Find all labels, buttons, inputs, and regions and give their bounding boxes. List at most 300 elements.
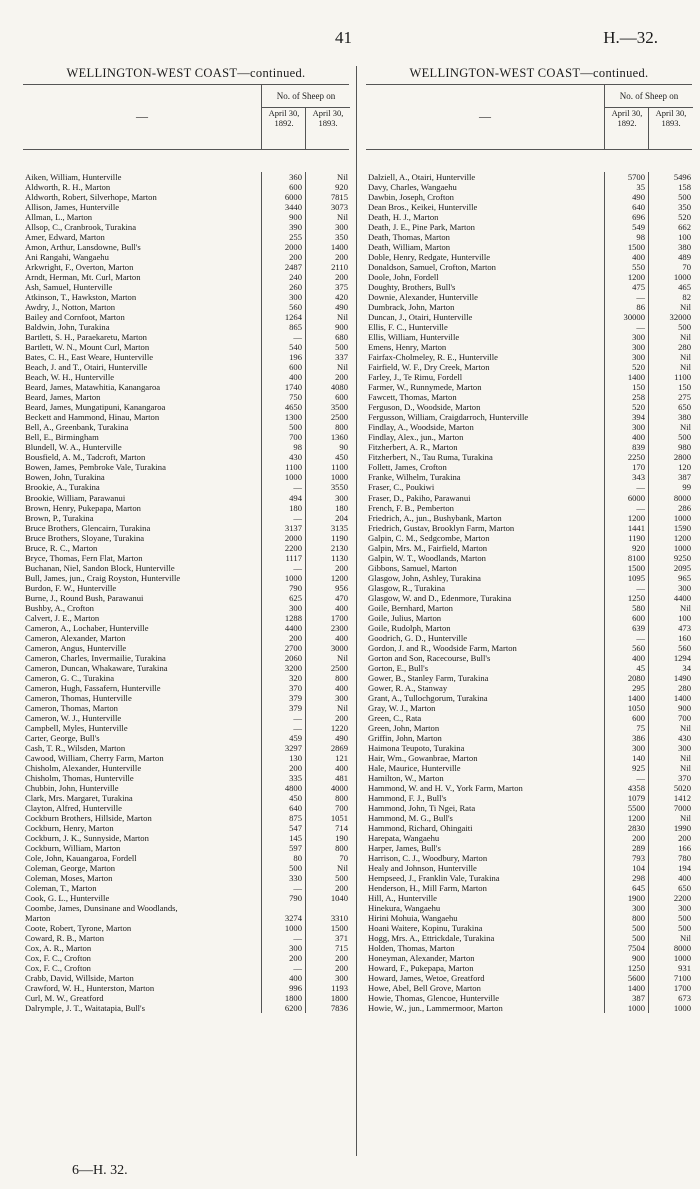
sheep-1893: 965 [648, 573, 693, 583]
owner-name: Bowen, James, Pembroke Vale, Turakina [25, 462, 166, 473]
sheep-1893: 160 [648, 633, 693, 643]
name-header: — [479, 109, 491, 123]
owner-name: Hammond, F. J., Bull's [368, 792, 447, 803]
sheep-1892: 1079 [604, 793, 647, 803]
sheep-1892: 6000 [261, 192, 304, 202]
sheep-1893: 3550 [305, 482, 350, 492]
owner-name: Allison, James, Hunterville [25, 202, 120, 213]
table-row [23, 292, 349, 302]
table-row [23, 593, 349, 603]
table-row [366, 513, 692, 523]
sheep-1893: 300 [648, 583, 693, 593]
table-row [366, 202, 692, 212]
table-row [366, 953, 692, 963]
owner-name: Crawford, W. H., Hunterston, Marton [25, 983, 155, 994]
owner-name: Gorton and Son, Racecourse, Bull's [368, 652, 491, 663]
sheep-1892: 1117 [261, 553, 304, 563]
name-header: — [136, 109, 148, 123]
sheep-1892: 700 [261, 432, 304, 442]
table-row [23, 803, 349, 813]
owner-name: Beard, James, Marton [25, 392, 101, 403]
table-row [23, 583, 349, 593]
sheep-1892: 240 [261, 272, 304, 282]
owner-name: Baldwin, John, Turakina [25, 322, 110, 333]
table-row [366, 633, 692, 643]
table-row [23, 663, 349, 673]
table-row [23, 913, 349, 923]
table-row [23, 953, 349, 963]
table-row [366, 543, 692, 553]
sheep-1893: 350 [648, 202, 693, 212]
sheep-1893: 204 [305, 513, 350, 523]
owner-name: Calvert, J. E., Marton [25, 612, 100, 623]
sheep-1893: 200 [305, 883, 350, 893]
owner-name: Galpin, Mrs. M., Fairfield, Marton [368, 542, 488, 553]
table-row [23, 282, 349, 292]
owner-name: Dawbin, Joseph, Crofton [368, 192, 454, 203]
table-row [23, 362, 349, 372]
owner-name: Fraser, D., Pakiho, Parawanui [368, 492, 471, 503]
sheep-1893: 980 [648, 442, 693, 452]
table-row [366, 533, 692, 543]
sheep-1892: 2060 [261, 653, 304, 663]
sheep-1893: 34 [648, 663, 693, 673]
owner-name: Crabb, David, Willside, Marton [25, 973, 134, 984]
sheep-1892: 5600 [604, 973, 647, 983]
table-row [366, 783, 692, 793]
owner-name: Hoani Waitere, Kopinu, Turakina [368, 923, 483, 934]
owner-name: Coleman, George, Marton [25, 863, 116, 874]
owner-name: Davy, Charles, Wangaehu [368, 182, 457, 193]
table-row [23, 452, 349, 462]
owner-name: Coleman, T., Marton [25, 883, 97, 894]
table-row [366, 943, 692, 953]
sheep-1892: 875 [261, 813, 304, 823]
sheep-1893: 32000 [648, 312, 693, 322]
owner-name: Hammond, W. and H. V., York Farm, Marton [368, 782, 523, 793]
owner-name: Hempseed, J., Franklin Vale, Turakina [368, 873, 500, 884]
table-row [23, 272, 349, 282]
table-row [23, 643, 349, 653]
sheep-1893: 2500 [305, 663, 350, 673]
table-row [366, 282, 692, 292]
sheep-1893: 400 [305, 683, 350, 693]
sheep-1893: 700 [305, 803, 350, 813]
table-row [23, 923, 349, 933]
owner-name: Fairfax-Cholmeley, R. E., Hunterville [368, 352, 498, 363]
owner-name: Duncan, J., Otairi, Hunterville [368, 312, 473, 323]
sheep-1892: 3297 [261, 743, 304, 753]
owner-name: Bartlett, W. N., Mount Curl, Marton [25, 342, 150, 353]
sheep-1892: 150 [604, 382, 647, 392]
table-row [23, 973, 349, 983]
sheep-1893: 1990 [648, 823, 693, 833]
sheep-1893: 300 [648, 903, 693, 913]
sheep-1893: 371 [305, 933, 350, 943]
sheep-1893: 200 [305, 963, 350, 973]
sheep-1893: 370 [648, 773, 693, 783]
owner-name: Donaldson, Samuel, Crofton, Marton [368, 262, 496, 273]
owner-name: Cox, F. C., Crofton [25, 953, 91, 964]
owner-name: Burne, J., Round Bush, Parawanui [25, 592, 144, 603]
table-row [23, 653, 349, 663]
owner-name: Bailey and Cornfoot, Marton [25, 312, 125, 323]
sheep-1892: 600 [604, 713, 647, 723]
sheep-1892: 370 [261, 683, 304, 693]
sheep-1892: 1050 [604, 703, 647, 713]
sheep-1892: 800 [604, 913, 647, 923]
column-title: WELLINGTON-WEST COAST—continued. [409, 66, 649, 80]
owner-name: Hirini Mohuia, Wangaehu [368, 913, 458, 924]
sheep-1892: 170 [604, 462, 647, 472]
table-row [366, 252, 692, 262]
table-row [366, 472, 692, 482]
sheep-1892: 200 [261, 252, 304, 262]
owner-name: Cole, John, Kauangaroa, Fordell [25, 853, 137, 864]
owner-name: Hinekura, Wangaehu [368, 903, 441, 914]
owner-name: Doole, John, Fordell [368, 272, 439, 283]
owner-name: Dalziell, A., Otairi, Hunterville [368, 172, 476, 182]
sheep-1893: 300 [305, 973, 350, 983]
table-row [23, 763, 349, 773]
sheep-1892: 839 [604, 442, 647, 452]
table-row [366, 963, 692, 973]
table-row [366, 402, 692, 412]
sheep-1892: — [261, 482, 304, 492]
table-row [366, 573, 692, 583]
sheep-1892: 750 [261, 392, 304, 402]
table-row [23, 242, 349, 252]
sheep-1892: 2000 [261, 242, 304, 252]
owner-name: Death, J. E., Pine Park, Marton [368, 222, 475, 233]
sheep-1893: 180 [305, 503, 350, 513]
owner-name: Ellis, William, Hunterville [368, 332, 460, 343]
sheep-1892: 1400 [604, 983, 647, 993]
table-row [366, 232, 692, 242]
sheep-1892: 790 [261, 583, 304, 593]
owner-name: Doble, Henry, Redgate, Hunterville [368, 252, 491, 263]
sheep-1893: 121 [305, 753, 350, 763]
sheep-1893: 70 [305, 853, 350, 863]
table-row [23, 533, 349, 543]
table-row [366, 312, 692, 322]
sheep-1893: 380 [648, 412, 693, 422]
owner-name: Hamilton, W., Marton [368, 772, 444, 783]
sheep-1892: 1288 [261, 613, 304, 623]
table-row [23, 472, 349, 482]
sheep-1892: 295 [604, 683, 647, 693]
sheep-1893: Nil [648, 332, 693, 342]
sheep-1893: 70 [648, 262, 693, 272]
sheep-1893: 1000 [648, 953, 693, 963]
sheep-1892: 400 [604, 432, 647, 442]
owner-name: Holden, Thomas, Marton [368, 943, 455, 954]
table-row [23, 543, 349, 553]
owner-name: Hale, Maurice, Hunterville [368, 762, 461, 773]
sheep-1893: 2200 [648, 893, 693, 903]
table-row [23, 673, 349, 683]
owner-name: Blundell, W. A., Hunterville [25, 442, 122, 453]
table-row [23, 322, 349, 332]
owner-name: French, F. B., Pemberton [368, 502, 454, 513]
sheep-1893: 275 [648, 392, 693, 402]
table-row [23, 723, 349, 733]
sheep-1893: 1800 [305, 993, 350, 1003]
table-row [23, 563, 349, 573]
sheep-1893: 1051 [305, 813, 350, 823]
sheep-1892: 625 [261, 593, 304, 603]
table-row [23, 633, 349, 643]
sheep-1893: 1294 [648, 653, 693, 663]
sheep-1892: — [604, 583, 647, 593]
sheep-1893: 490 [305, 302, 350, 312]
sheep-1892: — [261, 563, 304, 573]
year-1892-header: April 30, 1892. [261, 108, 306, 149]
sheep-1892: 400 [261, 372, 304, 382]
sheep-1892: 300 [604, 903, 647, 913]
sheep-1893: 1400 [305, 242, 350, 252]
table-body [366, 172, 692, 1013]
sheep-1893: Nil [305, 172, 350, 182]
table-row [23, 983, 349, 993]
owner-name: Hammond, M. G., Bull's [368, 813, 453, 823]
owner-name: Chisholm, Thomas, Hunterville [25, 772, 134, 783]
sheep-1892: 1740 [261, 382, 304, 392]
sheep-1892: 2080 [604, 673, 647, 683]
sheep-1892: 255 [261, 232, 304, 242]
sheep-1893: 465 [648, 282, 693, 292]
sheep-1892: 459 [261, 733, 304, 743]
table-row [366, 713, 692, 723]
table-row [366, 172, 692, 182]
sheep-1892: 145 [261, 833, 304, 843]
owner-name: Ani Rangahi, Wangaehu [25, 252, 109, 263]
sheep-1892: 130 [261, 753, 304, 763]
right-column [366, 66, 692, 1013]
sheep-1892: 258 [604, 392, 647, 402]
table-row [366, 412, 692, 422]
owner-name: Downie, Alexander, Hunterville [368, 292, 478, 303]
sheep-1893: 1190 [305, 533, 350, 543]
table-row [366, 332, 692, 342]
sheep-1893: 1100 [305, 462, 350, 472]
sheep-1892: 1000 [261, 573, 304, 583]
sheep-1892: 450 [261, 793, 304, 803]
owner-name: Haimona Teupoto, Turakina [368, 742, 465, 753]
sheep-1892: 1264 [261, 312, 304, 322]
sheep-1893: 3073 [305, 202, 350, 212]
sheep-1893: 489 [648, 252, 693, 262]
sheep-1892: 1250 [604, 593, 647, 603]
table-row [23, 553, 349, 563]
owner-name: Hammond, John, Ti Ngei, Rata [368, 802, 476, 813]
sheep-1892: 2487 [261, 262, 304, 272]
sheep-1892: 500 [261, 863, 304, 873]
sheep-1892: 104 [604, 863, 647, 873]
sheep-1892: 1000 [604, 1003, 647, 1013]
owner-name: Bruce, R. C., Marton [25, 542, 98, 553]
sheep-1893: 1412 [648, 793, 693, 803]
sheep-1893: 3310 [305, 913, 350, 923]
owner-name: Bushby, A., Crofton [25, 602, 94, 613]
owner-name: Bruce Brothers, Sloyane, Turakina [25, 532, 145, 543]
owner-name: Buchanan, Niel, Sandon Block, Hunterville [25, 562, 175, 573]
sheep-1892: 549 [604, 222, 647, 232]
owner-name: Clayton, Alfred, Hunterville [25, 802, 122, 813]
sheep-1893: 3135 [305, 523, 350, 533]
table-row [23, 703, 349, 713]
owner-name: Cockburn, Henry, Marton [25, 823, 114, 834]
sheep-1892: 925 [604, 763, 647, 773]
sheep-1893: 400 [305, 603, 350, 613]
owner-name: Cameron, A., Lochaber, Hunterville [25, 622, 149, 633]
table-row [366, 563, 692, 573]
table-row [366, 733, 692, 743]
sheep-1893: 800 [305, 422, 350, 432]
owner-name: Death, H. J., Marton [368, 212, 439, 223]
table-row [23, 993, 349, 1003]
table-row [23, 623, 349, 633]
sheep-1892: 597 [261, 843, 304, 853]
owner-name: Bell, A., Greenbank, Turakina [25, 422, 129, 433]
sheep-1893: 900 [305, 322, 350, 332]
sheep-1893: 2869 [305, 743, 350, 753]
sheep-1892: 550 [604, 262, 647, 272]
owner-name: Goodrich, G. D., Hunterville [368, 632, 468, 643]
table-row [23, 903, 349, 913]
table-row [366, 823, 692, 833]
sheep-1892: 1500 [604, 242, 647, 252]
table-row [23, 513, 349, 523]
sheep-1892: 390 [261, 222, 304, 232]
sheep-1892: 920 [604, 543, 647, 553]
sheep-1893: Nil [648, 422, 693, 432]
sheep-1893: 200 [305, 372, 350, 382]
owner-name: Harper, James, Bull's [368, 843, 441, 854]
sheep-1892: 300 [604, 352, 647, 362]
owner-name: Howard, F., Pukepapa, Marton [368, 963, 474, 974]
table-row [23, 392, 349, 402]
sheep-1892: 1400 [604, 693, 647, 703]
owner-name: Harepata, Wangaehu [368, 833, 440, 844]
sheep-1893: 520 [648, 212, 693, 222]
owner-name: Gower, B., Stanley Farm, Turakina [368, 672, 489, 683]
sheep-1893: 500 [648, 322, 693, 332]
table-row [366, 703, 692, 713]
sheep-1892: 3200 [261, 663, 304, 673]
sheep-1892: 6200 [261, 1003, 304, 1013]
owner-name: Marton [25, 913, 51, 924]
owner-name: Harrison, C. J., Woodbury, Marton [368, 853, 488, 864]
sheep-1893: 1193 [305, 983, 350, 993]
sheep-1892: 300 [604, 422, 647, 432]
table-row [366, 372, 692, 382]
table-row [23, 432, 349, 442]
sheep-1892: 3137 [261, 523, 304, 533]
sheep-1893: 420 [305, 292, 350, 302]
sheep-1892: 2700 [261, 643, 304, 653]
owner-name: Bell, E., Birmingham [25, 432, 99, 443]
sheep-1893: 200 [305, 272, 350, 282]
owner-name: Cameron, Thomas, Hunterville [25, 692, 132, 703]
sheep-1892: 98 [261, 442, 304, 452]
left-column [23, 66, 349, 1013]
owner-name: Green, C., Rata [368, 712, 422, 723]
sheep-1893: Nil [648, 352, 693, 362]
table-row [23, 382, 349, 392]
owner-name: Healy and Johnson, Hunterville [368, 863, 477, 874]
sheep-1892: 4800 [261, 783, 304, 793]
sheep-1892: 379 [261, 693, 304, 703]
owner-name: Gorton, E., Bull's [368, 662, 429, 673]
owner-name: Cameron, W. J., Hunterville [25, 712, 122, 723]
sheep-1893: 430 [648, 733, 693, 743]
table-row [366, 242, 692, 252]
sheep-1892: 386 [604, 733, 647, 743]
owner-name: Follett, James, Crofton [368, 462, 447, 473]
sheep-1893: 500 [305, 873, 350, 883]
table-row [366, 292, 692, 302]
table-row [23, 302, 349, 312]
table-row [23, 573, 349, 583]
sheep-1892: 900 [261, 212, 304, 222]
sheep-1893: 900 [648, 703, 693, 713]
owner-name: Amer, Edward, Marton [25, 232, 105, 243]
footer-signature: 6—H. 32. [72, 1163, 128, 1178]
table-row [23, 883, 349, 893]
table-row [366, 773, 692, 783]
owner-name: Bousfield, A. M., Tadcroft, Marton [25, 452, 146, 463]
table-row [366, 933, 692, 943]
sheep-1893: 500 [305, 342, 350, 352]
table-row [23, 262, 349, 272]
sheep-1893: 931 [648, 963, 693, 973]
sheep-1893: 800 [305, 793, 350, 803]
sheep-1893: 5020 [648, 783, 693, 793]
table-row [366, 392, 692, 402]
sheep-1893: 1500 [305, 923, 350, 933]
sheep-1893: 158 [648, 182, 693, 192]
table-row [366, 643, 692, 653]
owner-name: Doughty, Brothers, Bull's [368, 282, 456, 293]
table-row [366, 603, 692, 613]
sheep-1892: 196 [261, 352, 304, 362]
sheep-1893: 714 [305, 823, 350, 833]
sheep-1892: 30000 [604, 312, 647, 322]
owner-name: Brown, Henry, Pukepapa, Marton [25, 502, 141, 513]
table-row [366, 873, 692, 883]
owner-name: Beach, W. H., Hunterville [25, 372, 115, 383]
owner-name: Gordon, J. and R., Woodside Farm, Marton [368, 642, 517, 653]
sheep-1892: 289 [604, 843, 647, 853]
owner-name: Hogg, Mrs. A., Ettrickdale, Turakina [368, 933, 495, 944]
sheep-1892: 6000 [604, 493, 647, 503]
sheep-1892: 547 [261, 823, 304, 833]
sheep-1892: 5700 [604, 172, 647, 182]
sheep-1893: 194 [648, 863, 693, 873]
table-row [366, 352, 692, 362]
table-row [366, 503, 692, 513]
table-header [23, 84, 349, 150]
sheep-1892: 494 [261, 493, 304, 503]
sheep-1893: 1700 [648, 983, 693, 993]
sheep-1893: 166 [648, 843, 693, 853]
sheep-1892: 5500 [604, 803, 647, 813]
sheep-1893: 1590 [648, 523, 693, 533]
table-row [23, 212, 349, 222]
owner-name: Burdon, F. W., Hunterville [25, 582, 117, 593]
table-row [366, 593, 692, 603]
